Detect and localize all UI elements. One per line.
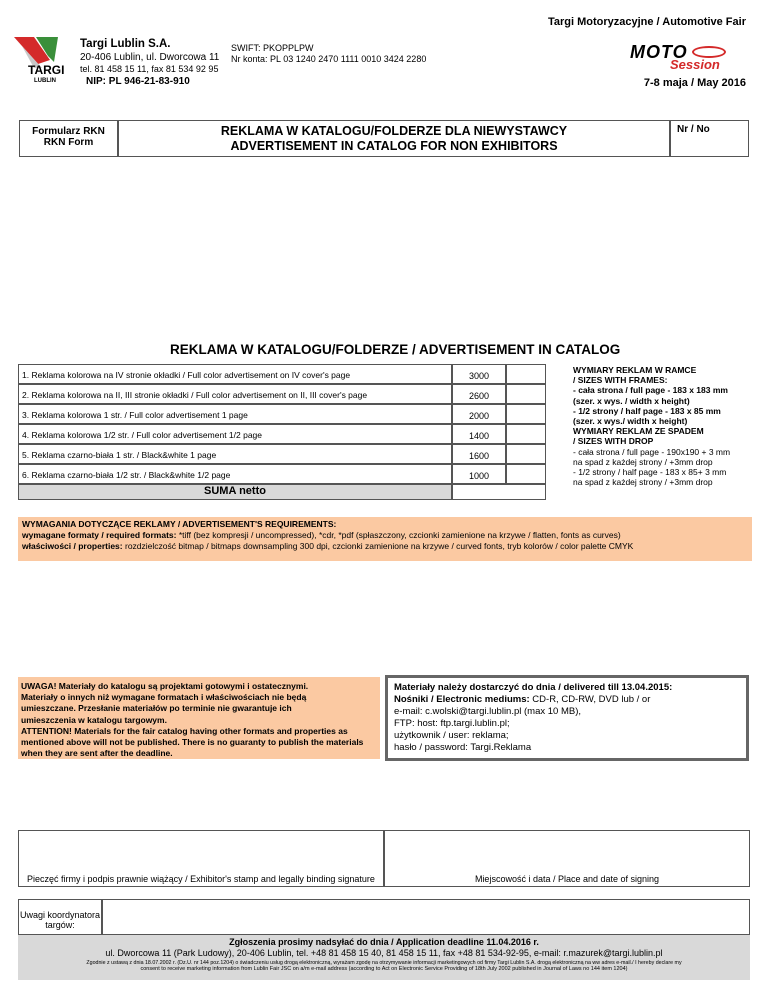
company-nip: NIP: PL 946-21-83-910	[86, 76, 190, 87]
remarks-label-1: Uwagi koordynatora	[19, 910, 101, 920]
ad-option-4: 4. Reklama kolorowa 1/2 str. / Full color advertisement 1/2 page	[18, 424, 452, 444]
event-dates: 7-8 maja / May 2016	[643, 77, 746, 89]
ad-price-1: 3000	[452, 364, 506, 384]
ad-option-6: 6. Reklama czarno-biała 1/2 str. / Black&white 1/2 page	[18, 464, 452, 484]
delivery-line: FTP: host: ftp.targi.lublin.pl;	[394, 718, 510, 729]
footer-box	[18, 935, 750, 980]
sum-label-cell	[18, 484, 452, 500]
requirements-properties	[22, 541, 748, 552]
sum-value-field[interactable]	[452, 484, 546, 500]
company-name: Targi Lublin S.A.	[80, 38, 171, 50]
form-title-box	[118, 120, 670, 157]
warning-line: Materiały o innych niż wymagane formatach i właściwościach nie będą	[21, 692, 307, 703]
formats-text: *tiff (bez kompresji / uncompressed), *cdr, *pdf (spłaszczony, czcionki zamienione na krzywe / flatten, fonts as curves)	[176, 530, 621, 540]
requirements-formats	[22, 530, 748, 541]
form-code-en: RKN Form	[43, 137, 94, 148]
delivery-line: hasło / password: Targi.Reklama	[394, 742, 532, 753]
requirements-title: WYMAGANIA DOTYCZĄCE REKLAMY / ADVERTISEMENT'S REQUIREMENTS:	[22, 519, 337, 529]
form-number-field[interactable]	[670, 120, 749, 157]
event-logo-bottom: Session	[670, 57, 720, 72]
event-logo-top: MOTO	[630, 42, 688, 62]
ad-select-1[interactable]	[506, 364, 546, 384]
fair-title: Targi Motoryzacyjne / Automotive Fair	[547, 16, 746, 28]
formats-label: wymagane formaty / required formats:	[22, 530, 177, 540]
sizes-line: - 1/2 strony / half page - 183 x 85 mm	[573, 405, 721, 416]
form-code-box	[19, 120, 118, 157]
remarks-field[interactable]	[102, 899, 750, 935]
form-title-en: ADVERTISEMENT IN CATALOG FOR NON EXHIBITORS	[230, 139, 558, 153]
properties-label: właściwości / properties:	[22, 541, 123, 551]
swift-code: SWIFT: PKOPPLPW	[231, 43, 314, 53]
form-number-label: Nr / No	[677, 124, 710, 135]
delivery-line: użytkownik / user: reklama;	[394, 730, 509, 741]
form-title-pl: REKLAMA W KATALOGU/FOLDERZE DLA NIEWYSTAWCY	[220, 124, 568, 138]
bank-account: Nr konta: PL 03 1240 2470 1111 0010 3424 2280	[231, 54, 427, 64]
ad-select-3[interactable]	[506, 404, 546, 424]
footer-deadline: Zgłoszenia prosimy nadsyłać do dnia / Application deadline 11.04.2016 r.	[229, 937, 539, 947]
ad-option-3: 3. Reklama kolorowa 1 str. / Full color advertisement 1 page	[18, 404, 452, 424]
stamp-label: Pieczęć firmy i podpis prawnie wiążący / Exhibitor's stamp and legally binding signature	[27, 874, 375, 884]
ad-price-2: 2600	[452, 384, 506, 404]
company-phone: tel. 81 458 15 11, fax 81 534 92 95	[80, 64, 219, 74]
sizes-line: na spad z każdej strony / +3mm drop	[573, 456, 713, 467]
warning-box	[18, 677, 380, 759]
sizes-line: - 1/2 strony / half page - 183 x 85+ 3 mm	[573, 467, 727, 478]
mediums-label: Nośniki / Electronic mediums:	[394, 694, 530, 705]
delivery-line: e-mail: c.wolski@targi.lublin.pl (max 10 MB),	[394, 706, 582, 717]
warning-line: mentioned above will not be published. There is no guaranty to publish the materials	[21, 737, 364, 748]
place-date-field[interactable]	[384, 830, 750, 887]
sizes-line: - cała strona / full page - 183 x 183 mm	[573, 385, 728, 396]
requirements-box	[18, 517, 752, 561]
mediums-text: CD-R, CD-RW, DVD lub / or	[529, 694, 651, 705]
remarks-label-cell	[18, 899, 102, 935]
form-code-pl: Formularz RKN	[32, 126, 105, 137]
warning-line: ATTENTION! Materials for the fair catalog having other formats and properties as	[21, 725, 348, 736]
ad-select-2[interactable]	[506, 384, 546, 404]
remarks-label-2: targów:	[45, 920, 75, 930]
footer-contact: ul. Dworcowa 11 (Park Ludowy), 20-406 Lublin, tel. +48 81 458 15 40, 81 458 15 11, fax +48 81 534-92-95, e-mail: r.mazurek@targi.lublin.pl	[105, 948, 663, 958]
sizes-line: (szer. x wys./ width x height)	[573, 416, 688, 427]
sizes-line: / SIZES WITH FRAMES:	[573, 375, 668, 386]
ad-price-5: 1600	[452, 444, 506, 464]
ad-price-6: 1000	[452, 464, 506, 484]
ad-option-1: 1. Reklama kolorowa na IV stronie okładki / Full color advertisement on IV cover's page	[18, 364, 452, 384]
sizes-line: WYMIARY REKLAM W RAMCE	[573, 365, 697, 375]
ad-option-5: 5. Reklama czarno-biała 1 str. / Black&white 1 page	[18, 444, 452, 464]
company-address: 20-406 Lublin, ul. Dworcowa 11	[80, 52, 220, 63]
warning-line: umieszczenia w katalogu targowym.	[21, 714, 167, 725]
logo-word: TARGI	[28, 63, 65, 77]
sizes-line: - cała strona / full page - 190x190 + 3 mm	[573, 446, 731, 457]
ad-select-5[interactable]	[506, 444, 546, 464]
sum-label: SUMA netto	[204, 485, 266, 497]
section-title: REKLAMA W KATALOGU/FOLDERZE / ADVERTISEMENT IN CATALOG	[170, 342, 621, 357]
sizes-line: / SIZES WITH DROP	[573, 436, 654, 447]
footer-legal-2: consent to receive marketing information from Lublin Fair JSC on a/m e-mail address (according to Act on Electronic Service Providing of 18th July 2002 published in Journal of Laws no 144 item 1204)	[140, 966, 628, 972]
delivery-line: Materiały należy dostarczyć do dnia / delivered till 13.04.2015:	[394, 682, 673, 693]
targi-lublin-logo	[14, 34, 78, 90]
ad-sizes-info	[573, 365, 753, 487]
sizes-line: WYMIARY REKLAM ZE SPADEM	[573, 426, 704, 437]
sizes-line: (szer. x wys. / width x height)	[573, 395, 690, 406]
ad-price-3: 2000	[452, 404, 506, 424]
properties-text: rozdzielczość bitmap / bitmaps downsampling 300 dpi, czcionki zamienione na krzywe / curved fonts, tryb kolorów / color palette CMYK	[122, 541, 634, 551]
place-date-label: Miejscowość i data / Place and date of signing	[474, 874, 660, 884]
footer-legal-1: Zgodnie z ustawą z dnia 18.07.2002 r. (Dz.U. nr 144 poz.1204) o świadczeniu usług drogą elektroniczną, wyrażam zgodę na otrzymywanie informacji marketingowych od firmy Targi Lublin S.A. drogą elektroniczną na ww adres e-mail./ I hereby declare my	[86, 960, 682, 966]
moto-session-logo	[622, 44, 746, 76]
delivery-box	[385, 675, 749, 761]
ad-price-4: 1400	[452, 424, 506, 444]
logo-sub: LUBLIN	[34, 78, 56, 84]
ad-select-4[interactable]	[506, 424, 546, 444]
stamp-signature-field[interactable]	[18, 830, 384, 887]
sizes-line: na spad z każdej strony / +3mm drop	[573, 477, 713, 488]
swoosh-icon	[692, 46, 726, 58]
warning-line: when they are sent after the deadline.	[21, 748, 173, 759]
ad-option-2: 2. Reklama kolorowa na II, III stronie okładki / Full color advertisement on II, III cover's page	[18, 384, 452, 404]
ad-select-6[interactable]	[506, 464, 546, 484]
warning-line: UWAGA! Materiały do katalogu są projektami gotowymi i ostatecznymi.	[21, 681, 309, 691]
warning-line: umieszczane. Przesłanie materiałów po terminie nie gwarantuje ich	[21, 703, 292, 714]
